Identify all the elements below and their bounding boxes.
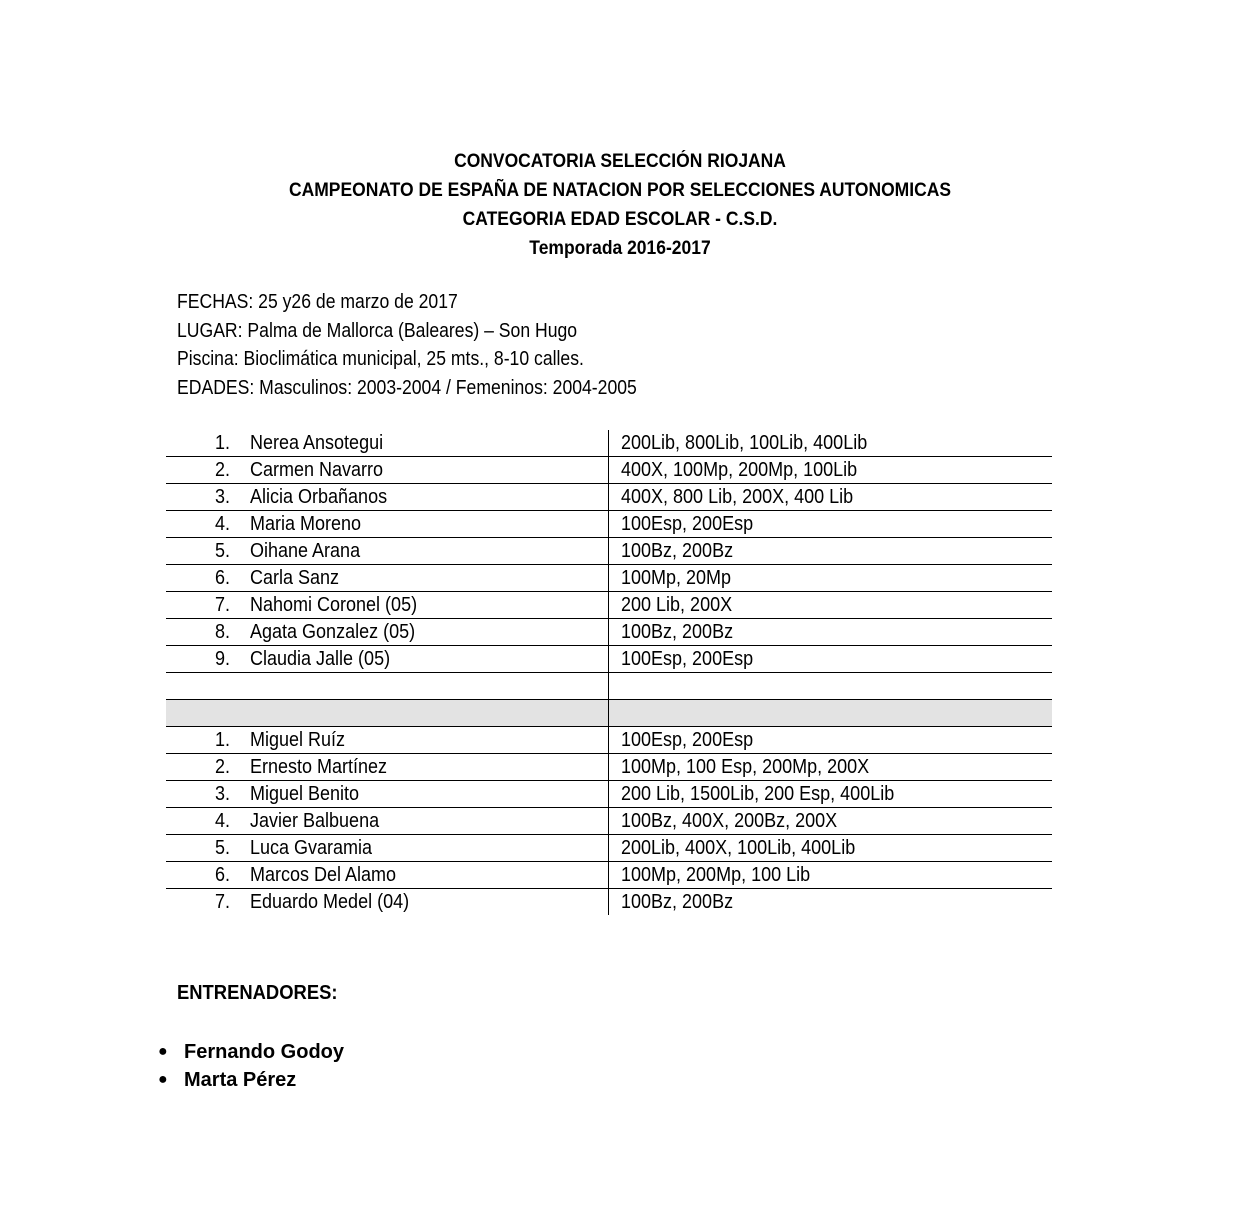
info-pool: Piscina: Bioclimática municipal, 25 mts., 8-10 calles. — [177, 348, 584, 371]
swimmer-name: Nahomi Coronel (05) — [250, 594, 418, 616]
swimmer-name: Luca Gvaramia — [250, 837, 373, 859]
swimmer-events: 100Bz, 400X, 200Bz, 200X — [621, 810, 838, 832]
swimmer-events: 100Esp, 200Esp — [621, 513, 754, 535]
swimmer-events: 100Bz, 200Bz — [621, 621, 734, 643]
swimmer-name: Nerea Ansotegui — [250, 432, 384, 454]
swimmer-name: Marcos Del Alamo — [250, 864, 397, 886]
coaches-list — [158, 1038, 344, 1094]
row-number: 2. — [214, 459, 230, 481]
swimmer-events: 100Mp, 20Mp — [621, 567, 732, 589]
row-number: 7. — [214, 594, 230, 616]
swimmer-events: 100Mp, 200Mp, 100 Lib — [621, 864, 811, 886]
swimmer-events: 100Bz, 200Bz — [621, 891, 734, 913]
coaches-heading: ENTRENADORES: — [177, 982, 338, 1004]
info-location: LUGAR: Palma de Mallorca (Baleares) – Son Hugo — [177, 319, 578, 342]
table-row — [166, 646, 1052, 673]
info-dates: FECHAS: 25 y26 de marzo de 2017 — [177, 291, 458, 313]
table-row — [166, 781, 1052, 808]
table-row — [166, 538, 1052, 565]
table-row — [166, 727, 1052, 754]
header-category: CATEGORIA EDAD ESCOLAR - C.S.D. — [462, 209, 778, 230]
table-row — [166, 592, 1052, 619]
table-row — [166, 754, 1052, 781]
empty-row — [166, 673, 1052, 700]
table-row — [166, 619, 1052, 646]
row-number: 7. — [214, 891, 230, 913]
swimmer-name: Oihane Arana — [250, 540, 361, 562]
table-row — [166, 457, 1052, 484]
table-row — [166, 430, 1052, 457]
swimmer-events: 200Lib, 800Lib, 100Lib, 400Lib — [621, 432, 868, 454]
row-number: 5. — [214, 837, 230, 859]
row-number: 4. — [214, 513, 230, 535]
bullet-icon: ● — [158, 1071, 168, 1088]
row-number: 3. — [214, 486, 230, 508]
coach-name: Marta Pérez — [184, 1069, 297, 1091]
event-info — [177, 288, 700, 402]
row-number: 6. — [214, 864, 230, 886]
list-item — [158, 1038, 344, 1066]
swimmer-events: 100Esp, 200Esp — [621, 729, 754, 751]
row-number: 4. — [214, 810, 230, 832]
table-row — [166, 511, 1052, 538]
swimmer-events: 100Mp, 100 Esp, 200Mp, 200X — [621, 756, 870, 778]
table-row — [166, 565, 1052, 592]
swimmer-events: 100Bz, 200Bz — [621, 540, 734, 562]
swimmer-name: Alicia Orbañanos — [250, 486, 388, 508]
row-number: 6. — [214, 567, 230, 589]
document-header — [0, 147, 1240, 263]
table-row — [166, 808, 1052, 835]
row-number: 5. — [214, 540, 230, 562]
table-row — [166, 862, 1052, 889]
swimmer-name: Eduardo Medel (04) — [250, 891, 410, 913]
swimmer-name: Javier Balbuena — [250, 810, 380, 832]
swimmer-events: 200Lib, 400X, 100Lib, 400Lib — [621, 837, 856, 859]
info-ages: EDADES: Masculinos: 2003-2004 / Femeninos: 2004-2005 — [177, 376, 637, 399]
row-number: 8. — [214, 621, 230, 643]
row-number: 2. — [214, 756, 230, 778]
list-item — [158, 1066, 344, 1094]
table-row — [166, 835, 1052, 862]
swimmer-name: Agata Gonzalez (05) — [250, 621, 416, 643]
separator-row — [166, 700, 1052, 727]
swimmer-events: 400X, 800 Lib, 200X, 400 Lib — [621, 486, 854, 508]
swimmers-table — [166, 430, 1052, 915]
swimmer-name: Carmen Navarro — [250, 459, 384, 481]
table-row — [166, 484, 1052, 511]
header-season: Temporada 2016-2017 — [529, 238, 711, 259]
swimmer-name: Miguel Ruíz — [250, 729, 346, 751]
swimmer-events: 400X, 100Mp, 200Mp, 100Lib — [621, 459, 858, 481]
coach-name: Fernando Godoy — [184, 1041, 344, 1063]
swimmer-name: Maria Moreno — [250, 513, 362, 535]
row-number: 1. — [214, 432, 230, 454]
swimmer-events: 200 Lib, 1500Lib, 200 Esp, 400Lib — [621, 783, 895, 805]
swimmer-events: 100Esp, 200Esp — [621, 648, 754, 670]
swimmer-events: 200 Lib, 200X — [621, 594, 733, 616]
swimmer-name: Claudia Jalle (05) — [250, 648, 391, 670]
row-number: 1. — [214, 729, 230, 751]
header-championship: CAMPEONATO DE ESPAÑA DE NATACION POR SELECCIONES AUTONOMICAS — [288, 180, 952, 201]
header-title: CONVOCATORIA SELECCIÓN RIOJANA — [454, 151, 786, 172]
table-row — [166, 889, 1052, 916]
swimmer-name: Carla Sanz — [250, 567, 340, 589]
swimmer-name: Miguel Benito — [250, 783, 360, 805]
row-number: 9. — [214, 648, 230, 670]
row-number: 3. — [214, 783, 230, 805]
swimmer-name: Ernesto Martínez — [250, 756, 388, 778]
bullet-icon: ● — [158, 1043, 168, 1060]
